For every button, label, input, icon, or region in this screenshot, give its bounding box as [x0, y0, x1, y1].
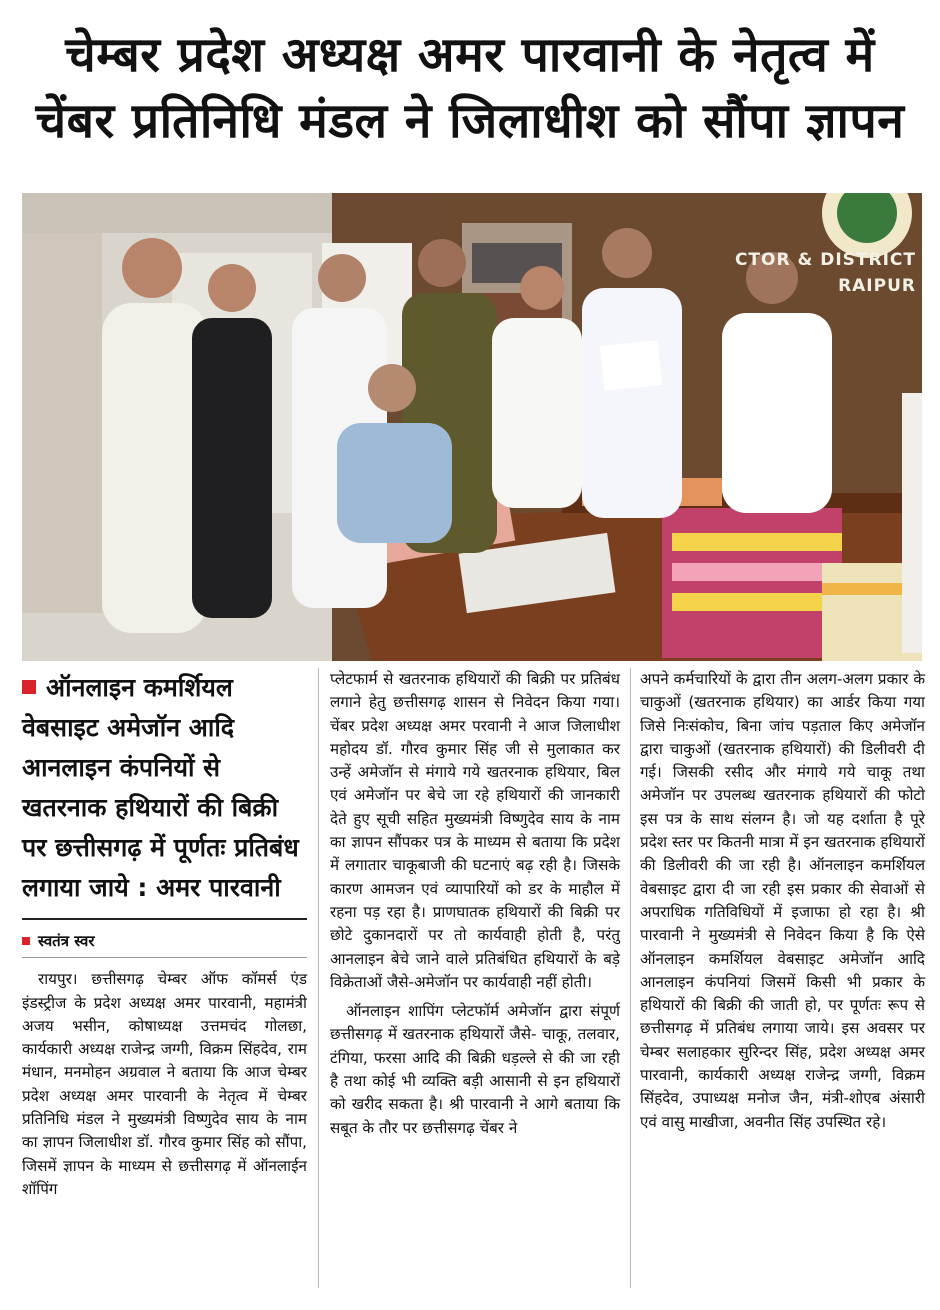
article-paragraph: प्लेटफार्म से खतरनाक हथियारों की बिक्री पर प्रतिबंध लगाने हेतु छत्तीसगढ़ शासन से निवेदन किया गया। चेंबर प्रदेश अध्यक्ष अमर परवानी ने आज जिलाधीश महोदय डॉ. गौरव कुमार सिंह जी से मुलाकात कर उन्हें अमेजॉन से मंगाये गये खतरनाक हथियार, बिल एवं अमेजॉन पर बेचे जा रहे हथियारों की जानकारी देते हुए सूची सहित मुख्यमंत्री विष्णुदेव साय के नाम का ज्ञापन सौंपकर पत्र के माध्यम से बताया कि प्रदेश में लगातार चाकूबाजी की घटनाएं बढ़ रही है। जिसके कारण आमजन एवं व्यापारियों को डर के माहौल में रहना पड़ रहा है। प्राणघातक हथियारों की बिक्री पर छोटे दुकानदारों पर तो कार्यवाही होती है, परंतु आनलाइन बेचे जाने वाले प्रतिबंधित हथियारों के बड़े विक्रेताओं जैसे-अमेजॉन पर कार्यवाही नहीं होती।: [330, 670, 620, 991]
office-sign: [735, 247, 916, 299]
article-column-2: [330, 668, 620, 1140]
byline-text: स्वतंत्र स्वर: [38, 932, 95, 950]
highlight-text: ऑनलाइन कमर्शियल वेबसाइट अमेजॉन आदि आनलाइन कंपनियों से खतरनाक हथियारों की बिक्री पर छत्तीसगढ़ में पूर्णतः प्रतिबंध लगाया जाये : अमर पारवानी: [22, 673, 299, 902]
column-divider: [630, 668, 631, 1288]
article-column-3: [640, 668, 925, 1134]
byline: [22, 930, 307, 958]
office-sign-line-2: RAIPUR: [838, 276, 916, 296]
article-paragraph: अपने कर्मचारियों के द्वारा तीन अलग-अलग प्रकार के चाकुओं (खतरनाक हथियार) का आर्डर किया गया जिसे निःसंकोच, बिना जांच पड़ताल किए अमेजॉन द्वारा चाकुओं (खतरनाक हथियारों) की डिलीवरी दी गई। जिसकी रसीद और मंगाये गये चाकू तथा अमेजॉन पर उपलब्ध खतरनाक हथियारों की फोटो इस पत्र के साथ संलग्न है। जो यह दर्शाता है पूरे प्रदेश स्तर पर कितनी मात्रा में इन खतरनाक हथियारों की डिलीवरी की जा रही है। ऑनलाइन कमर्शियल वेबसाइट द्वारा दी जा रही इस प्रकार की सेवाओं से अपराधिक गतिविधियों में इजाफा हो रहा है। श्री पारवानी ने मुख्यमंत्री से निवेदन किया है कि ऐसे ऑनलाइन कमर्शियल वेबसाइट अमेजॉन आदि आनलाइन कंपनियां जिसमें किसी भी प्रकार के हथियारों की बिक्री की जाती हो, पर पूर्णतः रूप से छत्तीसगढ़ में प्रतिबंध लगाया जाये। इस अवसर पर चेम्बर सलाहकार सुरिन्दर सिंह, प्रदेश अध्यक्ष अमर पारवानी, कार्यकारी अध्यक्ष राजेन्द्र जग्गी, विक्रम सिंहदेव, उपाध्यक्ष मनोज जैन, मंत्री-शोएब अंसारी एवं वासु माखीजा, अवनीत सिंह उपस्थित रहे।: [640, 670, 925, 1131]
office-sign-line-1: CTOR & DISTRICT: [734, 250, 916, 270]
red-square-bullet-icon: [22, 937, 30, 945]
headline-line-1: चेम्बर प्रदेश अध्यक्ष अमर पारवानी के नेतृत्व में: [65, 27, 875, 83]
article-column-1: [22, 668, 307, 1201]
highlight-box: [22, 668, 307, 920]
column-divider: [318, 668, 319, 1288]
red-square-bullet-icon: [22, 680, 36, 694]
news-photo: [22, 193, 922, 661]
article-paragraph: रायपुर। छत्तीसगढ़ चेम्बर ऑफ कॉमर्स एंड इंडस्ट्रीज के प्रदेश अध्यक्ष अमर पारवानी, महामंत्री अजय भसीन, कोषाध्यक्ष उत्तमचंद गोलछा, कार्यकारी अध्यक्ष राजेन्द्र जग्गी, विक्रम सिंहदेव, राम मंधान, मनमोहन अग्रवाल ने बताया कि आज चेम्बर प्रदेश अध्यक्ष अमर पारवानी के नेतृत्व में चेम्बर प्रतिनिधि मंडल ने मुख्यमंत्री विष्णुदेव साय के नाम का ज्ञापन जिलाधीश डॉ. गौरव कुमार सिंह को सौंपा, जिसमें ज्ञापन के माध्यम से छत्तीसगढ़ में ऑनलाईन शॉपिंग: [22, 970, 307, 1198]
article-paragraph: ऑनलाइन शापिंग प्लेटफॉर्म अमेजॉन द्वारा संपूर्ण छत्तीसगढ़ में खतरनाक हथियारों जैसे- चाकू, तलवार, टंगिया, फरसा आदि की बिक्री धड़ल्ले से की जा रही है तथा कोई भी व्यक्ति बड़ी आसानी से इन हथियारों को खरीद सकता है। श्री पारवानी ने आगे बताया कि सबूत के तौर पर छत्तीसगढ़ चेंबर ने: [330, 1002, 620, 1137]
headline-line-2: चेंबर प्रतिनिधि मंडल ने जिलाधीश को सौंपा ज्ञापन: [35, 93, 905, 149]
headline: [20, 22, 920, 154]
